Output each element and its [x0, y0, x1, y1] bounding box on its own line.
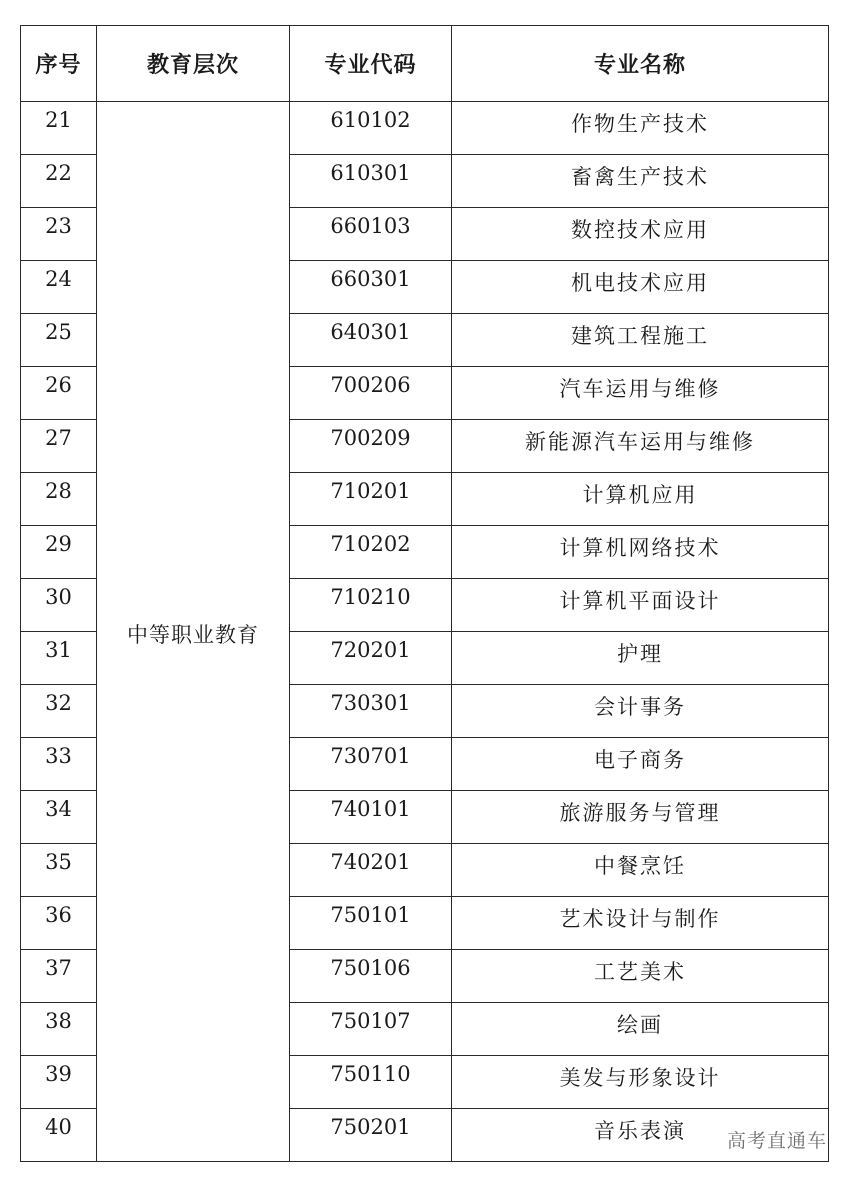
row-code: 750201 — [290, 1109, 452, 1162]
table-header — [21, 26, 829, 102]
row-name: 艺术设计与制作 — [452, 897, 829, 950]
row-seq: 33 — [21, 738, 97, 791]
row-seq: 35 — [21, 844, 97, 897]
row-name: 音乐表演 — [452, 1109, 829, 1162]
row-code: 750110 — [290, 1056, 452, 1109]
row-seq: 30 — [21, 579, 97, 632]
row-code: 750101 — [290, 897, 452, 950]
row-name: 新能源汽车运用与维修 — [452, 420, 829, 473]
row-seq: 27 — [21, 420, 97, 473]
row-name: 会计事务 — [452, 685, 829, 738]
row-code: 660301 — [290, 261, 452, 314]
row-code: 610301 — [290, 155, 452, 208]
row-seq: 39 — [21, 1056, 97, 1109]
row-name: 建筑工程施工 — [452, 314, 829, 367]
header-row — [21, 26, 829, 102]
row-name: 绘画 — [452, 1003, 829, 1056]
row-seq: 38 — [21, 1003, 97, 1056]
row-name: 计算机网络技术 — [452, 526, 829, 579]
row-name: 电子商务 — [452, 738, 829, 791]
header-name: 专业名称 — [452, 26, 829, 102]
row-code: 740101 — [290, 791, 452, 844]
majors-table — [20, 25, 829, 1162]
header-code: 专业代码 — [290, 26, 452, 102]
row-code: 730301 — [290, 685, 452, 738]
row-seq: 32 — [21, 685, 97, 738]
row-name: 汽车运用与维修 — [452, 367, 829, 420]
row-name: 作物生产技术 — [452, 102, 829, 155]
row-code: 750106 — [290, 950, 452, 1003]
row-seq: 36 — [21, 897, 97, 950]
row-code: 700206 — [290, 367, 452, 420]
row-name: 中餐烹饪 — [452, 844, 829, 897]
row-code: 700209 — [290, 420, 452, 473]
row-seq: 26 — [21, 367, 97, 420]
row-name: 工艺美术 — [452, 950, 829, 1003]
row-name: 机电技术应用 — [452, 261, 829, 314]
row-name: 数控技术应用 — [452, 208, 829, 261]
row-code: 750107 — [290, 1003, 452, 1056]
row-seq: 25 — [21, 314, 97, 367]
row-code: 640301 — [290, 314, 452, 367]
header-level: 教育层次 — [97, 26, 290, 102]
row-name: 美发与形象设计 — [452, 1056, 829, 1109]
row-code: 710201 — [290, 473, 452, 526]
row-seq: 24 — [21, 261, 97, 314]
row-code: 720201 — [290, 632, 452, 685]
row-code: 740201 — [290, 844, 452, 897]
row-seq: 28 — [21, 473, 97, 526]
row-seq: 29 — [21, 526, 97, 579]
row-seq: 22 — [21, 155, 97, 208]
row-name: 护理 — [452, 632, 829, 685]
row-code: 710210 — [290, 579, 452, 632]
table-row — [21, 102, 829, 155]
row-seq: 31 — [21, 632, 97, 685]
row-name: 旅游服务与管理 — [452, 791, 829, 844]
row-name: 计算机应用 — [452, 473, 829, 526]
row-seq: 37 — [21, 950, 97, 1003]
row-name: 计算机平面设计 — [452, 579, 829, 632]
row-seq: 21 — [21, 102, 97, 155]
row-seq: 40 — [21, 1109, 97, 1162]
row-code: 660103 — [290, 208, 452, 261]
row-seq: 34 — [21, 791, 97, 844]
row-name: 畜禽生产技术 — [452, 155, 829, 208]
table-body — [21, 102, 829, 1162]
header-seq: 序号 — [21, 26, 97, 102]
row-code: 710202 — [290, 526, 452, 579]
education-level-cell: 中等职业教育 — [97, 102, 290, 1162]
watermark: 高考直通车 — [726, 1130, 827, 1152]
row-seq: 23 — [21, 208, 97, 261]
row-code: 610102 — [290, 102, 452, 155]
row-code: 730701 — [290, 738, 452, 791]
